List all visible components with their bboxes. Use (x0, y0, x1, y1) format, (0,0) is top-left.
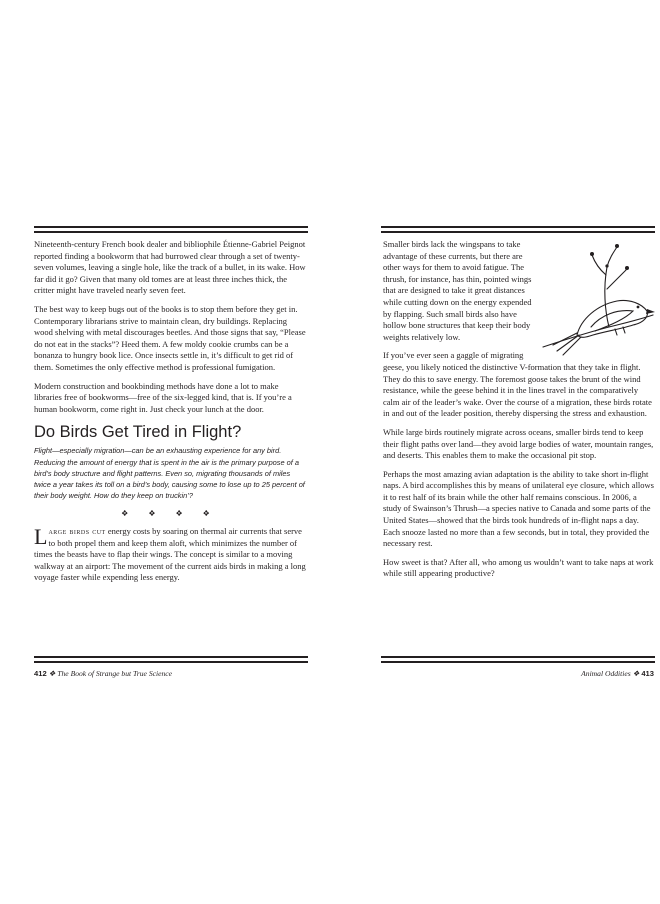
lead-text: energy costs by soaring on thermal air currents that serve to both propel them and keep them aloft, which minimizes the number of times the beasts have to flap their wings. The concept is similar to a moving walkway at an airport: The movement of the current aids birds in making a long voyage faster while expending less energy. (34, 525, 306, 583)
running-title: ❖ The Book of Strange but True Science (48, 669, 173, 678)
right-folio (581, 669, 654, 678)
right-text-column (383, 239, 655, 587)
twig (607, 269, 627, 289)
body-paragraph: Modern construction and bookbinding methods have done a lot to make libraries free of bookworms—free of the six-legged kind, that is. If you’re a human bookworm, come right in. Just check your lunch at the door. (34, 380, 292, 414)
body-paragraph: How sweet is that? After all, who among us wouldn’t want to take naps at work while still appearing productive? (383, 556, 654, 579)
section-heading: Do Birds Get Tired in Flight? (34, 423, 242, 442)
right-page (330, 0, 660, 904)
bird-beak (646, 309, 655, 314)
bud (625, 266, 629, 270)
running-title: Animal Oddities ❖ (581, 669, 640, 678)
body-paragraph: Nineteenth-century French book dealer and bibliophile Étienne-Gabriel Peignot reported finding a bookworm that had burrowed clear through a set of twenty-seven volumes, leaving a single hole, like the track of a bullet, in its wake. How far did it go? Given that many old tomes are at least three inches thick, the critter might have traveled nearly seven feet. (34, 239, 306, 296)
body-paragraph: Smaller birds lack the wingspans to take advantage of these currents, but there are other ways for them to avoid fatigue. The thrush, for instance, has thin, pointed wings that are designed to take it great distances while cutting down on the energy expended by flapping. Such small birds also have hollow bone structures that keep their body weights relatively low. (383, 239, 532, 342)
bird-body (577, 300, 647, 337)
page-number: 413 (641, 669, 654, 678)
ornament-divider: ❖ ❖ ❖ ❖ (121, 509, 219, 519)
body-paragraph: If you’ve ever seen a gaggle of migrating geese, you likely noticed the distinctive V-formation that they take in flight. They do this to save energy. The foremost goose takes the brunt of the wind resistance, while the geese behind it in the lines travel in the comparatively calm air of the leader’s wake. Over the course of a migration, these birds rotate in and out of the leader position, thereby dispersing the stress and exhaustion. (383, 350, 652, 419)
bud (615, 244, 619, 248)
bud (590, 252, 594, 256)
bird-eye (637, 306, 640, 309)
twig (605, 267, 609, 327)
body-paragraph: The best way to keep bugs out of the books is to stop them before they get in. Contemporary librarians strive to maintain clean, dry buildings. Replacing wood shelving with metal discourages beetles. And those signs that say, “Please do not eat in the stacks”? Heed them. A few moldy cookie crumbs can be a bonanza to hungry book lice. Once insects settle in, it’s difficult to get rid of them. Sometimes the only effective method is professional fumigation. (34, 303, 306, 372)
bird-tail (553, 333, 581, 355)
bud (605, 264, 608, 267)
page-number: 412 (34, 669, 47, 678)
bird-wing (591, 311, 633, 331)
twig (607, 247, 617, 267)
lead-paragraph (34, 523, 306, 584)
left-text-column (34, 239, 306, 591)
body-paragraph: While large birds routinely migrate across oceans, smaller birds tend to keep their flight paths over land—they avoid large bodies of water, mountain ranges, and deserts. This enables them to make the occasional pit stop. (383, 426, 654, 461)
twig (592, 255, 606, 275)
thrush-illustration (537, 239, 657, 359)
drop-cap: L (34, 523, 48, 549)
section-dek: Flight—especially migration—can be an exhausting experience for any bird. Reducing the amount of energy that is spent in the air is the primary purpose of a bird’s body structure and flight patterns. Even so, migrating thousands of miles twice a year takes its toll on a bird’s body, causing some to lose up to 25 percent of their body weight. How do they keep on truckin’? (34, 446, 305, 501)
body-paragraph: Perhaps the most amazing avian adaptation is the ability to take short in-flight naps. A bird accomplishes this by means of unilateral eye closure, which allows it to rest half of its brain while the other half remains conscious. In 2006, a study of Swainson’s Thrush—a species native to Canada and some parts of the United States—showed that the birds took hundreds of in-flight naps a day. Each snooze lasted no more than a few seconds, but in total, they provided the necessary rest. (383, 468, 654, 549)
top-rule (34, 226, 308, 233)
left-folio (34, 669, 172, 678)
lead-smallcaps: arge birds cut (48, 525, 106, 536)
top-rule (381, 226, 655, 233)
bottom-rule (381, 656, 655, 663)
bottom-rule (34, 656, 308, 663)
